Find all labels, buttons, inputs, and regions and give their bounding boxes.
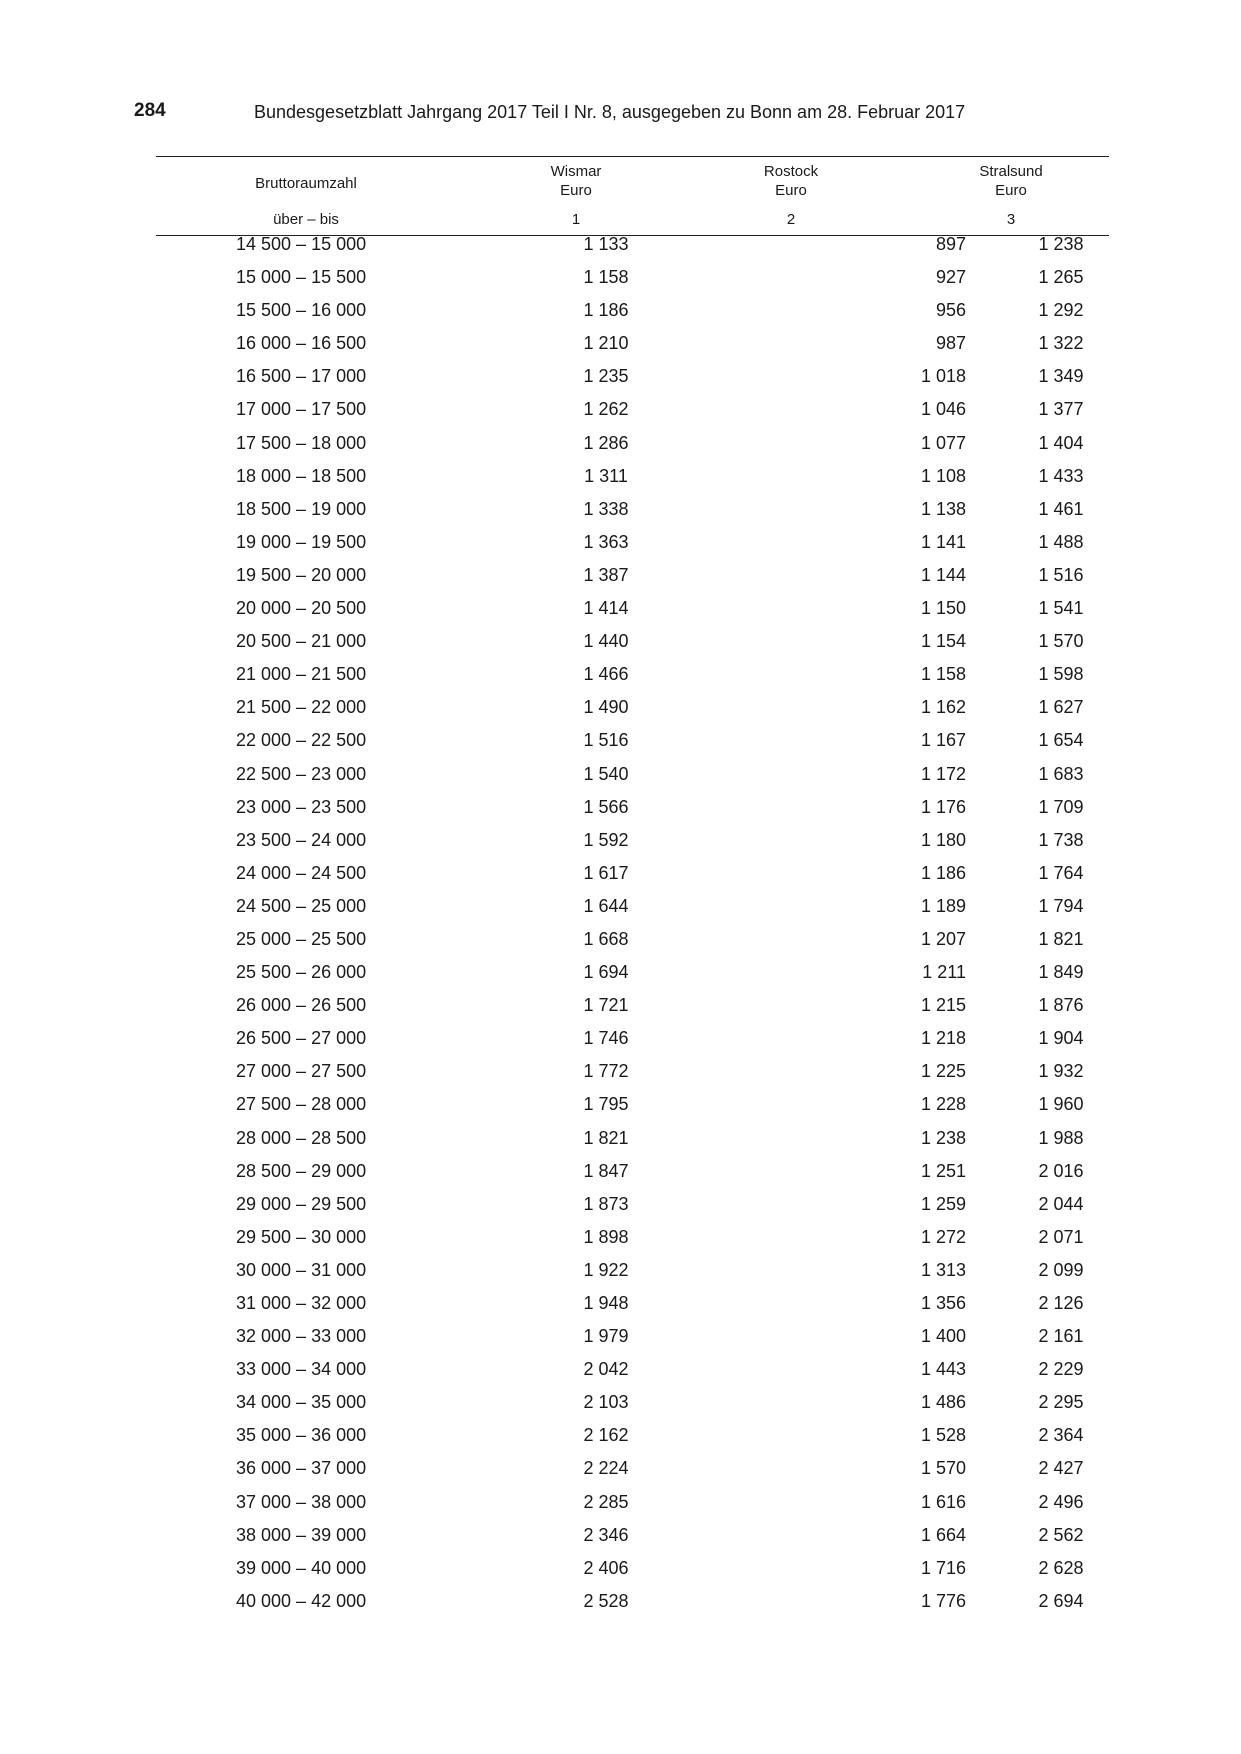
cell-wismar: 1 466 — [583, 664, 629, 685]
column-title: Wismar — [550, 163, 602, 180]
cell-wismar: 1 286 — [583, 432, 629, 453]
cell-range: 31 000 – 32 000 — [236, 1293, 367, 1313]
cell-range: 39 000 – 40 000 — [236, 1557, 367, 1578]
cell-wismar: 1 186 — [583, 300, 629, 321]
cell-rostock: 1 158 — [920, 664, 966, 685]
cell-wismar: 1 668 — [583, 928, 629, 949]
cell-stralsund: 2 295 — [1038, 1392, 1084, 1413]
cell-stralsund: 1 627 — [1038, 697, 1084, 718]
column-number: 1 — [571, 211, 581, 228]
column-header-bruttoraumzahl — [156, 174, 456, 193]
running-title: Bundesgesetzblatt Jahrgang 2017 Teil I Nr. 8, ausgegeben zu Bonn am 28. Februar 2017 — [254, 102, 966, 122]
cell-rostock: 1 207 — [920, 928, 966, 949]
cell-wismar: 1 694 — [583, 962, 629, 983]
cell-wismar: 1 235 — [583, 366, 629, 387]
cell-range: 23 500 – 24 000 — [236, 829, 367, 850]
cell-wismar: 1 795 — [583, 1094, 629, 1115]
cell-wismar: 1 592 — [583, 829, 629, 850]
table-row — [156, 1590, 1109, 1627]
cell-rostock: 1 141 — [920, 531, 966, 552]
cell-rostock: 1 776 — [920, 1590, 966, 1611]
cell-wismar: 1 363 — [583, 531, 629, 552]
cell-stralsund: 2 427 — [1038, 1458, 1084, 1479]
cell-range: 19 500 – 20 000 — [236, 564, 367, 585]
cell-rostock: 1 176 — [920, 796, 966, 817]
cell-range: 25 000 – 25 500 — [236, 928, 367, 949]
cell-stralsund: 1 683 — [1038, 763, 1084, 784]
cell-wismar: 2 346 — [583, 1524, 629, 1545]
cell-range: 26 500 – 27 000 — [236, 1028, 367, 1049]
cell-rostock: 1 400 — [920, 1326, 966, 1347]
cell-rostock: 1 528 — [920, 1425, 966, 1446]
cell-wismar: 1 922 — [583, 1259, 629, 1280]
cell-stralsund: 1 461 — [1038, 498, 1084, 519]
column-number: 2 — [786, 211, 796, 228]
cell-rostock: 1 167 — [920, 730, 966, 751]
cell-wismar: 1 338 — [583, 498, 629, 519]
cell-rostock: 1 225 — [920, 1061, 966, 1082]
cell-stralsund: 2 161 — [1038, 1326, 1084, 1347]
cell-wismar: 1 873 — [583, 1193, 629, 1214]
cell-rostock: 1 172 — [920, 763, 966, 784]
cell-stralsund: 2 229 — [1038, 1359, 1084, 1380]
cell-wismar: 1 821 — [583, 1127, 629, 1148]
cell-wismar: 2 042 — [583, 1359, 629, 1380]
cell-stralsund: 1 265 — [1038, 267, 1084, 288]
cell-range: 24 000 – 24 500 — [236, 862, 367, 883]
cell-rostock: 897 — [935, 234, 966, 254]
cell-stralsund: 1 709 — [1038, 796, 1084, 817]
cell-stralsund: 2 562 — [1038, 1524, 1084, 1545]
cell-range: 20 500 – 21 000 — [236, 631, 367, 652]
cell-wismar: 1 490 — [583, 697, 629, 718]
cell-stralsund: 1 322 — [1038, 333, 1084, 354]
cell-stralsund: 1 433 — [1038, 465, 1084, 486]
cell-stralsund: 1 598 — [1038, 664, 1084, 685]
table-header-numbers — [156, 210, 1109, 230]
table-top-rule — [156, 156, 1109, 157]
cell-wismar: 2 528 — [583, 1590, 629, 1611]
cell-stralsund: 1 349 — [1038, 366, 1084, 387]
cell-wismar: 1 133 — [583, 234, 629, 254]
cell-range: 29 000 – 29 500 — [236, 1193, 367, 1214]
cell-rostock: 1 108 — [920, 465, 966, 486]
cell-rostock: 1 259 — [920, 1193, 966, 1214]
table-header-titles — [156, 162, 1109, 202]
cell-rostock: 1 180 — [920, 829, 966, 850]
cell-range: 27 000 – 27 500 — [236, 1061, 367, 1082]
cell-rostock: 1 154 — [920, 631, 966, 652]
cell-range: 15 000 – 15 500 — [236, 267, 367, 288]
cell-wismar: 1 979 — [583, 1326, 629, 1347]
cell-wismar: 1 948 — [583, 1293, 629, 1313]
cell-range: 38 000 – 39 000 — [236, 1524, 367, 1545]
cell-range: 37 000 – 38 000 — [236, 1491, 367, 1512]
cell-range: 25 500 – 26 000 — [236, 962, 367, 983]
cell-stralsund: 1 849 — [1038, 962, 1084, 983]
cell-rostock: 1 215 — [920, 995, 966, 1016]
cell-rostock: 927 — [935, 267, 966, 288]
cell-wismar: 1 721 — [583, 995, 629, 1016]
cell-range: 23 000 – 23 500 — [236, 796, 367, 817]
cell-rostock: 1 186 — [920, 862, 966, 883]
cell-wismar: 1 847 — [583, 1160, 629, 1181]
cell-stralsund: 1 932 — [1038, 1061, 1084, 1082]
column-header-wismar — [486, 162, 666, 200]
cell-wismar: 2 406 — [583, 1557, 629, 1578]
cell-rostock: 1 313 — [920, 1259, 966, 1280]
cell-stralsund: 2 496 — [1038, 1491, 1084, 1512]
cell-rostock: 1 189 — [920, 895, 966, 916]
cell-wismar: 1 311 — [584, 465, 628, 486]
column-title: Rostock — [763, 163, 819, 180]
cell-stralsund: 1 238 — [1038, 234, 1084, 254]
cell-stralsund: 1 654 — [1038, 730, 1084, 751]
cell-range: 21 500 – 22 000 — [236, 697, 367, 718]
cell-rostock: 1 218 — [920, 1028, 966, 1049]
cell-stralsund: 2 364 — [1038, 1425, 1084, 1446]
cell-stralsund: 1 904 — [1038, 1028, 1084, 1049]
cell-wismar: 2 224 — [583, 1458, 629, 1479]
cell-rostock: 1 238 — [920, 1127, 966, 1148]
column-header-rostock — [701, 162, 881, 200]
cell-range: 18 000 – 18 500 — [236, 465, 367, 486]
cell-stralsund: 2 628 — [1038, 1557, 1084, 1578]
cell-stralsund: 1 570 — [1038, 631, 1084, 652]
cell-rostock: 956 — [935, 300, 966, 321]
cell-range: 35 000 – 36 000 — [236, 1425, 367, 1446]
cell-stralsund: 2 071 — [1038, 1226, 1084, 1247]
cell-wismar: 1 387 — [583, 564, 629, 585]
cell-range: 17 500 – 18 000 — [236, 432, 367, 453]
cell-stralsund: 1 738 — [1038, 829, 1084, 850]
cell-rostock: 1 077 — [920, 432, 966, 453]
column-title: Stralsund — [979, 163, 1043, 180]
cell-range: 30 000 – 31 000 — [236, 1259, 367, 1280]
page-number: 284 — [134, 100, 166, 121]
cell-range: 22 500 – 23 000 — [236, 763, 367, 784]
cell-wismar: 1 158 — [583, 267, 629, 288]
cell-rostock: 1 616 — [920, 1491, 966, 1512]
cell-range: 17 000 – 17 500 — [236, 399, 367, 420]
cell-stralsund: 1 404 — [1038, 432, 1084, 453]
cell-range: 40 000 – 42 000 — [236, 1590, 367, 1611]
cell-stralsund: 1 488 — [1038, 531, 1084, 552]
cell-stralsund: 1 516 — [1038, 564, 1084, 585]
cell-stralsund: 1 876 — [1038, 995, 1084, 1016]
cell-rostock: 1 150 — [920, 598, 966, 619]
cell-range: 29 500 – 30 000 — [236, 1226, 367, 1247]
cell-rostock: 1 664 — [920, 1524, 966, 1545]
column-unit: Euro — [995, 182, 1027, 199]
cell-range: 15 500 – 16 000 — [236, 300, 367, 321]
cell-wismar: 1 746 — [583, 1028, 629, 1049]
cell-wismar: 1 566 — [583, 796, 629, 817]
cell-stralsund: 1 541 — [1038, 598, 1084, 619]
cell-range: 32 000 – 33 000 — [236, 1326, 367, 1347]
cell-range: 19 000 – 19 500 — [236, 531, 367, 552]
cell-range: 22 000 – 22 500 — [236, 730, 367, 751]
column-header-stralsund — [921, 162, 1101, 200]
cell-stralsund: 1 292 — [1038, 300, 1084, 321]
cell-range: 24 500 – 25 000 — [236, 895, 367, 916]
cell-rostock: 1 138 — [920, 498, 966, 519]
cell-wismar: 1 516 — [583, 730, 629, 751]
cell-range: 18 500 – 19 000 — [236, 498, 367, 519]
cell-range: 26 000 – 26 500 — [236, 995, 367, 1016]
cell-stralsund: 2 126 — [1038, 1293, 1084, 1313]
cell-rostock: 1 018 — [920, 366, 966, 387]
cell-range: 16 500 – 17 000 — [236, 366, 367, 387]
cell-rostock: 1 228 — [920, 1094, 966, 1115]
cell-rostock: 1 272 — [920, 1226, 966, 1247]
cell-rostock: 1 211 — [922, 962, 966, 983]
cell-rostock: 1 251 — [920, 1160, 966, 1181]
cell-stralsund: 1 960 — [1038, 1094, 1084, 1115]
cell-stralsund: 2 044 — [1038, 1193, 1084, 1214]
column-number: über – bis — [273, 211, 339, 228]
cell-rostock: 1 144 — [920, 564, 966, 585]
cell-rostock: 1 570 — [920, 1458, 966, 1479]
cell-range: 16 000 – 16 500 — [236, 333, 367, 354]
cell-range: 27 500 – 28 000 — [236, 1094, 367, 1115]
cell-wismar: 1 262 — [583, 399, 629, 420]
cell-wismar: 1 414 — [583, 598, 629, 619]
cell-range: 21 000 – 21 500 — [236, 664, 367, 685]
cell-stralsund: 1 821 — [1038, 928, 1084, 949]
cell-wismar: 1 644 — [583, 895, 629, 916]
cell-rostock: 1 443 — [920, 1359, 966, 1380]
cell-wismar: 1 898 — [583, 1226, 629, 1247]
cell-wismar: 1 440 — [583, 631, 629, 652]
cell-stralsund: 1 377 — [1038, 399, 1084, 420]
cell-rostock: 1 356 — [920, 1293, 966, 1313]
cell-rostock: 1 716 — [920, 1557, 966, 1578]
column-unit: Euro — [775, 182, 807, 199]
cell-rostock: 987 — [935, 333, 966, 354]
cell-range: 28 500 – 29 000 — [236, 1160, 367, 1181]
cell-wismar: 1 617 — [583, 862, 629, 883]
cell-rostock: 1 486 — [920, 1392, 966, 1413]
cell-stralsund: 2 099 — [1038, 1259, 1084, 1280]
column-number: 3 — [1006, 211, 1016, 228]
cell-rostock: 1 162 — [920, 697, 966, 718]
table-body — [156, 234, 1109, 1627]
cell-range: 33 000 – 34 000 — [236, 1359, 367, 1380]
cell-stralsund: 1 764 — [1038, 862, 1084, 883]
cell-stralsund: 2 694 — [1038, 1590, 1084, 1611]
cell-range: 20 000 – 20 500 — [236, 598, 367, 619]
column-title: Bruttoraumzahl — [255, 175, 357, 192]
cell-range: 28 000 – 28 500 — [236, 1127, 367, 1148]
cell-wismar: 1 772 — [583, 1061, 629, 1082]
cell-wismar: 2 285 — [583, 1491, 629, 1512]
cell-range: 34 000 – 35 000 — [236, 1392, 367, 1413]
cell-range: 36 000 – 37 000 — [236, 1458, 367, 1479]
cell-stralsund: 2 016 — [1038, 1160, 1084, 1181]
cell-wismar: 1 210 — [583, 333, 629, 354]
cell-stralsund: 1 988 — [1038, 1127, 1084, 1148]
cell-range: 14 500 – 15 000 — [236, 234, 367, 254]
cell-wismar: 2 162 — [583, 1425, 629, 1446]
cell-stralsund: 1 794 — [1038, 895, 1084, 916]
column-unit: Euro — [560, 182, 592, 199]
cell-wismar: 2 103 — [583, 1392, 629, 1413]
cell-rostock: 1 046 — [920, 399, 966, 420]
cell-wismar: 1 540 — [583, 763, 629, 784]
